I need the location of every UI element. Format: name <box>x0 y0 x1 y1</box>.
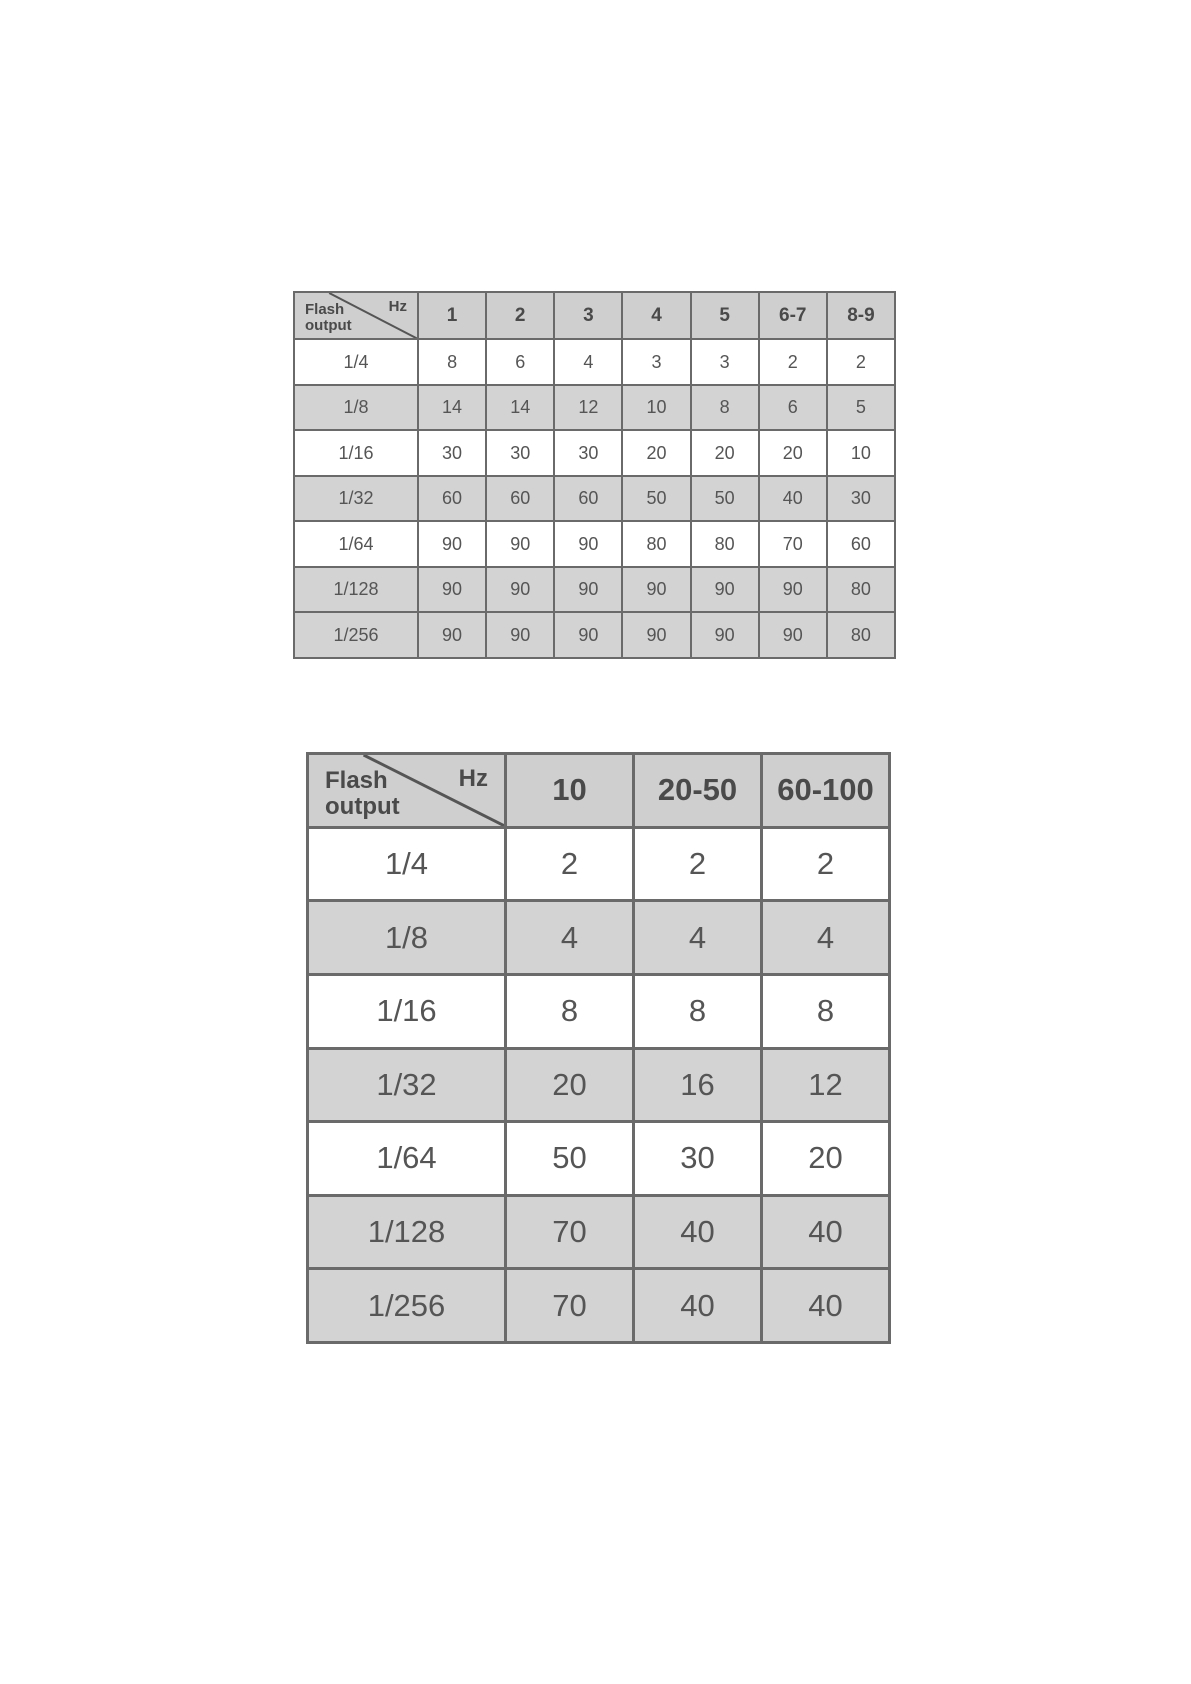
column-header: 3 <box>554 292 622 339</box>
table-cell: 90 <box>691 567 759 613</box>
table-cell: 80 <box>691 521 759 567</box>
table-cell: 80 <box>622 521 690 567</box>
table-cell: 20 <box>759 430 827 476</box>
table-cell: 90 <box>622 612 690 658</box>
table-cell: 30 <box>827 476 895 522</box>
hz-label: Hz <box>388 298 407 315</box>
table-cell: 30 <box>486 430 554 476</box>
table-cell: 8 <box>691 385 759 431</box>
table-cell: 4 <box>506 901 634 975</box>
table-corner-cell <box>308 754 506 828</box>
table-row <box>294 521 895 567</box>
table-cell: 70 <box>506 1269 634 1343</box>
table-row <box>308 974 890 1048</box>
table-cell: 70 <box>759 521 827 567</box>
table-cell: 50 <box>622 476 690 522</box>
table-cell: 50 <box>506 1122 634 1196</box>
table-cell: 6 <box>486 339 554 385</box>
table-row <box>294 567 895 613</box>
table-cell: 2 <box>506 827 634 901</box>
table-header-row <box>294 292 895 339</box>
table-cell: 60 <box>827 521 895 567</box>
table-cell: 40 <box>634 1195 762 1269</box>
table-cell: 14 <box>486 385 554 431</box>
row-label: 1/128 <box>308 1195 506 1269</box>
table-cell: 6 <box>759 385 827 431</box>
row-label: 1/128 <box>294 567 418 613</box>
table-cell: 30 <box>634 1122 762 1196</box>
table-cell: 3 <box>691 339 759 385</box>
row-label: 1/64 <box>308 1122 506 1196</box>
row-label: 1/4 <box>308 827 506 901</box>
column-header: 6-7 <box>759 292 827 339</box>
table-row <box>308 1195 890 1269</box>
table-cell: 2 <box>827 339 895 385</box>
table-cell: 40 <box>634 1269 762 1343</box>
table-cell: 8 <box>506 974 634 1048</box>
table-row <box>294 430 895 476</box>
table-header-row <box>308 754 890 828</box>
table-cell: 2 <box>634 827 762 901</box>
table-cell: 12 <box>554 385 622 431</box>
table-row <box>294 339 895 385</box>
table-cell: 60 <box>554 476 622 522</box>
row-label: 1/4 <box>294 339 418 385</box>
table-corner-cell <box>294 292 418 339</box>
table-row <box>294 476 895 522</box>
column-header: 5 <box>691 292 759 339</box>
table-cell: 90 <box>486 612 554 658</box>
column-header: 1 <box>418 292 486 339</box>
table-cell: 14 <box>418 385 486 431</box>
table-cell: 20 <box>691 430 759 476</box>
table-row <box>294 612 895 658</box>
table-cell: 60 <box>418 476 486 522</box>
flash-frequency-table-2 <box>306 752 891 1344</box>
table-cell: 4 <box>554 339 622 385</box>
table-cell: 90 <box>418 612 486 658</box>
table-cell: 3 <box>622 339 690 385</box>
table-row <box>308 1269 890 1343</box>
column-header: 10 <box>506 754 634 828</box>
table-cell: 90 <box>759 567 827 613</box>
table-cell: 4 <box>634 901 762 975</box>
flash-output-label: Flash output <box>325 766 400 820</box>
table-row <box>308 1048 890 1122</box>
row-label: 1/8 <box>308 901 506 975</box>
table-cell: 40 <box>762 1195 890 1269</box>
table-cell: 90 <box>759 612 827 658</box>
table-cell: 90 <box>418 567 486 613</box>
row-label: 1/256 <box>308 1269 506 1343</box>
table-cell: 4 <box>762 901 890 975</box>
table-row <box>308 901 890 975</box>
table-cell: 12 <box>762 1048 890 1122</box>
flash-output-label: Flash output <box>305 301 352 335</box>
column-header: 4 <box>622 292 690 339</box>
table-cell: 90 <box>486 521 554 567</box>
table-cell: 90 <box>554 521 622 567</box>
table-cell: 60 <box>486 476 554 522</box>
table-cell: 10 <box>622 385 690 431</box>
table-cell: 20 <box>622 430 690 476</box>
row-label: 1/8 <box>294 385 418 431</box>
column-header: 60-100 <box>762 754 890 828</box>
table-cell: 20 <box>506 1048 634 1122</box>
column-header: 2 <box>486 292 554 339</box>
table-cell: 80 <box>827 612 895 658</box>
table-cell: 8 <box>762 974 890 1048</box>
table-cell: 90 <box>486 567 554 613</box>
table-cell: 70 <box>506 1195 634 1269</box>
table-cell: 30 <box>418 430 486 476</box>
table-cell: 5 <box>827 385 895 431</box>
row-label: 1/64 <box>294 521 418 567</box>
table-cell: 40 <box>762 1269 890 1343</box>
table-cell: 16 <box>634 1048 762 1122</box>
table-cell: 80 <box>827 567 895 613</box>
table-cell: 2 <box>759 339 827 385</box>
row-label: 1/16 <box>294 430 418 476</box>
table-cell: 30 <box>554 430 622 476</box>
row-label: 1/256 <box>294 612 418 658</box>
table-cell: 2 <box>762 827 890 901</box>
table-cell: 90 <box>418 521 486 567</box>
column-header: 8-9 <box>827 292 895 339</box>
table-cell: 90 <box>554 612 622 658</box>
column-header: 20-50 <box>634 754 762 828</box>
row-label: 1/32 <box>308 1048 506 1122</box>
row-label: 1/16 <box>308 974 506 1048</box>
table-cell: 8 <box>634 974 762 1048</box>
table-cell: 20 <box>762 1122 890 1196</box>
table-cell: 10 <box>827 430 895 476</box>
table-row <box>294 385 895 431</box>
flash-frequency-table-1 <box>293 291 896 659</box>
table-cell: 90 <box>554 567 622 613</box>
row-label: 1/32 <box>294 476 418 522</box>
table-row <box>308 827 890 901</box>
table-row <box>308 1122 890 1196</box>
table-cell: 90 <box>622 567 690 613</box>
table-cell: 90 <box>691 612 759 658</box>
table-cell: 40 <box>759 476 827 522</box>
hz-label: Hz <box>458 765 488 792</box>
table-cell: 8 <box>418 339 486 385</box>
table-cell: 50 <box>691 476 759 522</box>
